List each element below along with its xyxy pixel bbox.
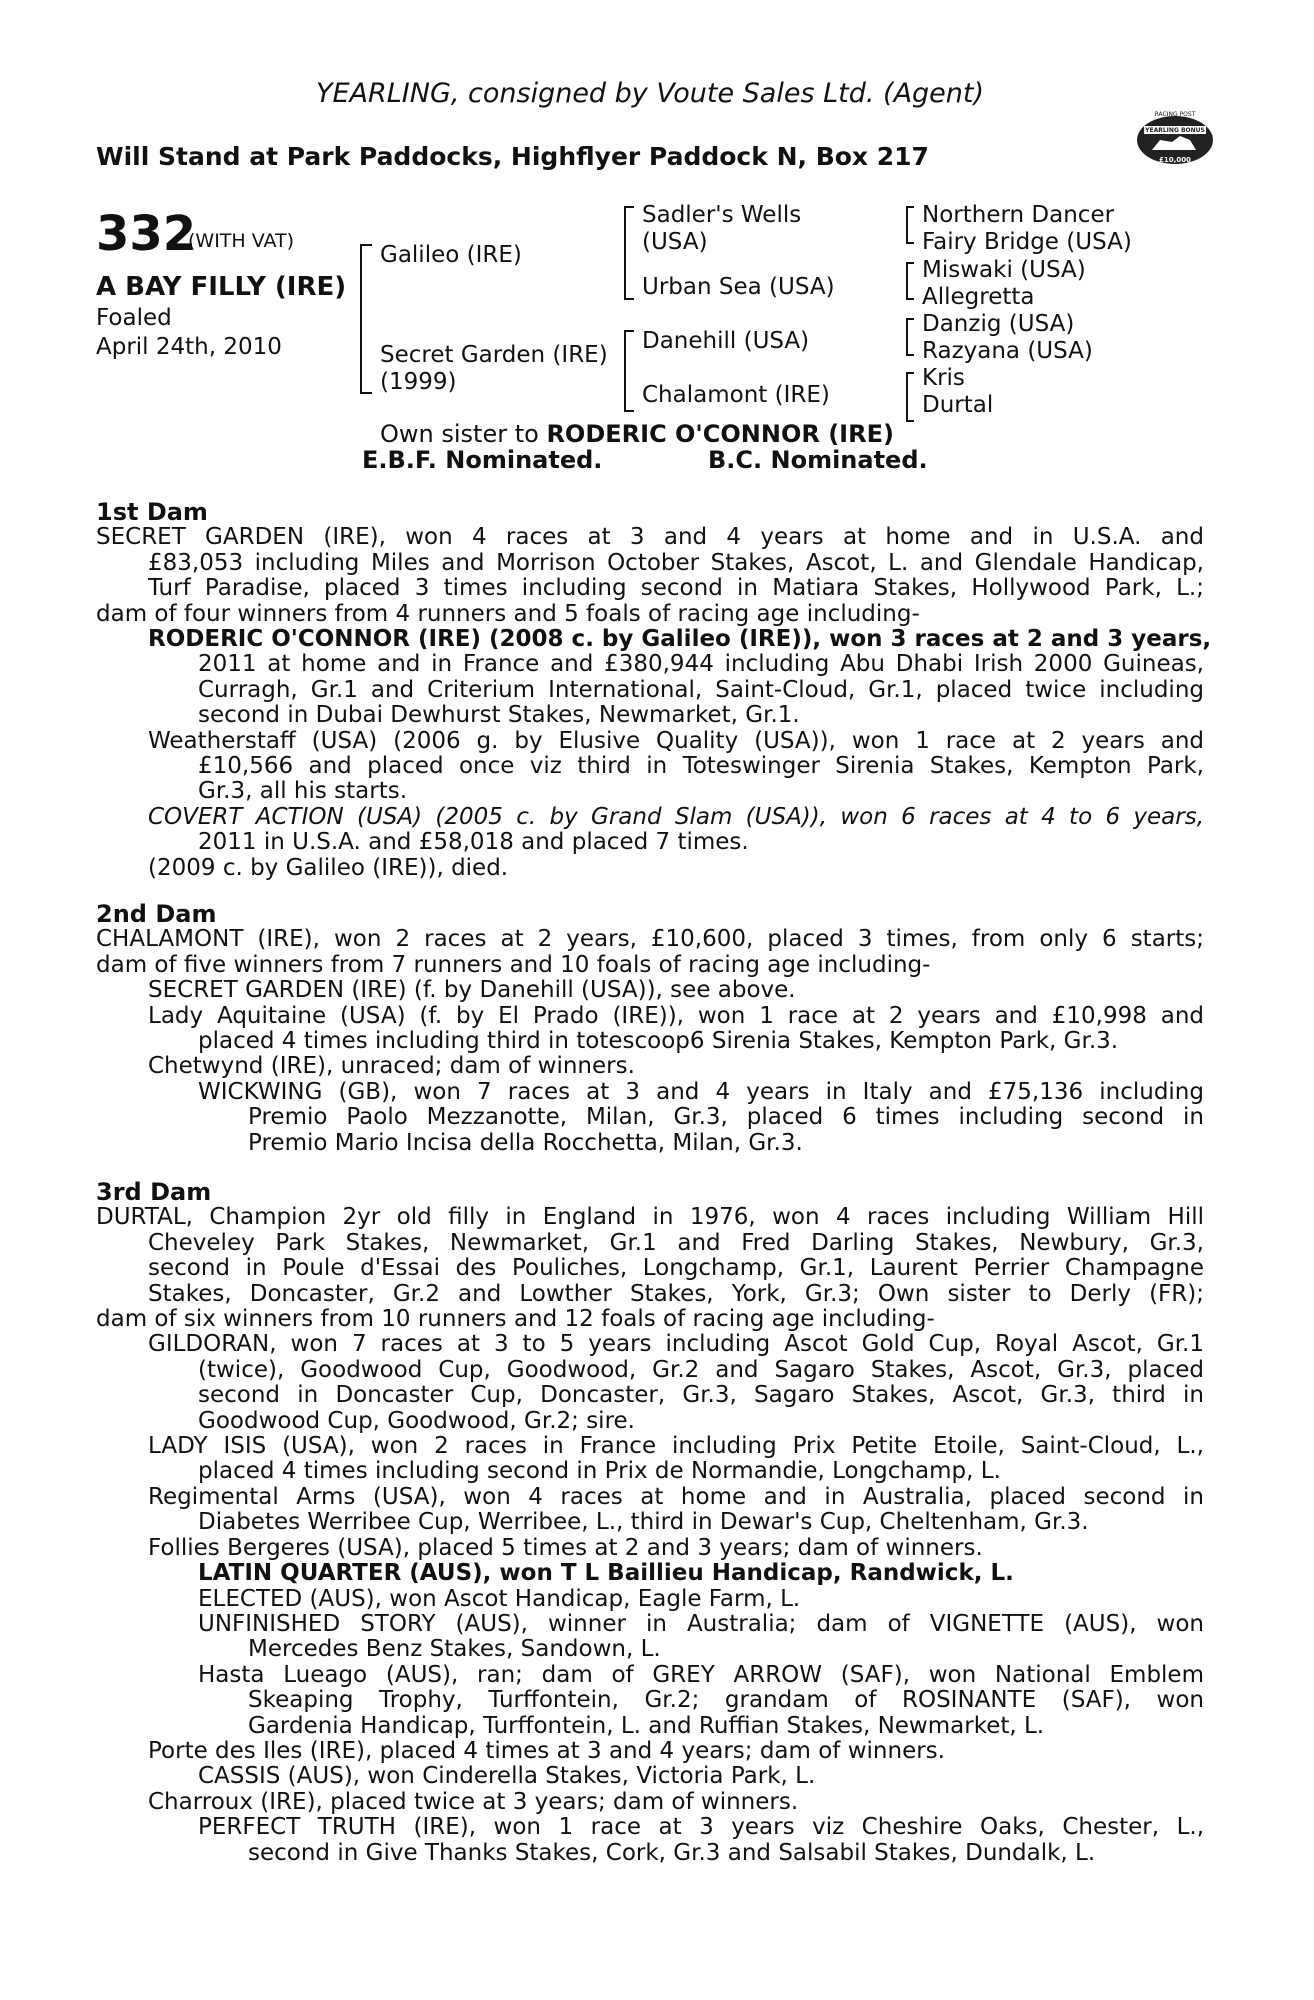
lot-number: 332 xyxy=(96,206,197,262)
dam1-line: Weatherstaff (USA) (2006 g. by Elusive Quality (USA)), won 1 race at 2 years and xyxy=(148,727,1204,754)
pedigree-dds: Kris xyxy=(922,365,965,391)
own-sister-note xyxy=(380,420,894,448)
catalogue-header: YEARLING, consigned by Voute Sales Ltd. (Agent) xyxy=(315,78,985,109)
dam3-line: Diabetes Werribee Cup, Werribee, L., third in Dewar's Cup, Cheltenham, Gr.3. xyxy=(198,1509,1089,1536)
pedigree-sds: Miswaki (USA) xyxy=(922,257,1086,283)
foaled-label: Foaled xyxy=(96,305,172,331)
dam3-line: second in Give Thanks Stakes, Cork, Gr.3 and Salsabil Stakes, Dundalk, L. xyxy=(248,1839,1096,1866)
dam3-line: ELECTED (AUS), won Ascot Handicap, Eagle Farm, L. xyxy=(198,1585,801,1612)
pedigree-dsd: Razyana (USA) xyxy=(922,338,1093,364)
dam1-line: £10,566 and placed once viz third in Toteswinger Sirenia Stakes, Kempton Park, xyxy=(198,753,1204,780)
dam1-line: SECRET GARDEN (IRE), won 4 races at 3 and 4 years at home and in U.S.A. and xyxy=(96,524,1204,551)
pedigree-brace-sd xyxy=(906,262,914,300)
dam1-line: dam of four winners from 4 runners and 5 foals of racing age including- xyxy=(96,600,920,627)
second-dam-section xyxy=(96,902,1204,1156)
pedigree-brace-sire xyxy=(624,206,634,300)
third-dam-heading: 3rd Dam xyxy=(96,1178,212,1206)
dam3-line: Cheveley Park Stakes, Newmarket, Gr.1 and Fred Darling Stakes, Newbury, Gr.3, xyxy=(148,1229,1204,1256)
dam3-line: second in Poule d'Essai des Pouliches, Longchamp, Gr.1, Laurent Perrier Champagne xyxy=(148,1255,1204,1282)
dam3-line: dam of six winners from 10 runners and 12 foals of racing age including- xyxy=(96,1306,935,1333)
dam3-line: Porte des Iles (IRE), placed 4 times at 3 and 4 years; dam of winners. xyxy=(148,1737,945,1764)
vat-note: (WITH VAT) xyxy=(188,230,295,252)
dam3-line: Charroux (IRE), placed twice at 3 years; dam of winners. xyxy=(148,1788,799,1815)
ebf-nomination: E.B.F. Nominated. xyxy=(362,446,603,474)
pedigree-brace-dd xyxy=(906,372,914,422)
svg-text:RACING POST: RACING POST xyxy=(1154,111,1196,118)
dam1-line: second in Dubai Dewhurst Stakes, Newmarket, Gr.1. xyxy=(198,702,800,729)
pedigree-sire: Galileo (IRE) xyxy=(380,242,522,268)
svg-text:£10,000: £10,000 xyxy=(1159,156,1191,164)
dam3-line: DURTAL, Champion 2yr old filly in England in 1976, won 4 races including William Hill xyxy=(96,1204,1204,1231)
dam2-line: placed 4 times including third in totescoop6 Sirenia Stakes, Kempton Park, Gr.3. xyxy=(198,1028,1119,1055)
second-dam-heading: 2nd Dam xyxy=(96,900,217,928)
bc-nomination: B.C. Nominated. xyxy=(708,446,928,474)
dam2-line: WICKWING (GB), won 7 races at 3 and 4 years in Italy and £75,136 including xyxy=(198,1078,1204,1105)
dam1-line: Gr.3, all his starts. xyxy=(198,778,408,805)
foaled-info xyxy=(96,304,282,362)
dam3-line: Gardenia Handicap, Turffontein, L. and Ruffian Stakes, Newmarket, L. xyxy=(248,1712,1045,1739)
dam2-line: Chetwynd (IRE), unraced; dam of winners. xyxy=(148,1053,635,1080)
dam2-line: Premio Paolo Mezzanotte, Milan, Gr.3, placed 6 times including second in xyxy=(248,1104,1204,1131)
first-dam-section xyxy=(96,498,1212,881)
pedigree-brace-ds xyxy=(906,318,914,356)
dam1-line: 2011 at home and in France and £380,944 including Abu Dhabi Irish 2000 Guineas, xyxy=(198,651,1204,678)
pedigree-dss: Danzig (USA) xyxy=(922,311,1075,337)
dam1-line: RODERIC O'CONNOR (IRE) (2008 c. by Galileo (IRE)), won 3 races at 2 and 3 years, xyxy=(148,626,1212,653)
pedigree-ssd: Fairy Bridge (USA) xyxy=(922,229,1132,255)
pedigree-ss-2: (USA) xyxy=(642,229,708,255)
third-dam-section xyxy=(96,1180,1204,1866)
dam3-line: CASSIS (AUS), won Cinderella Stakes, Victoria Park, L. xyxy=(198,1763,816,1790)
dam3-line: Follies Bergeres (USA), placed 5 times at 2 and 3 years; dam of winners. xyxy=(148,1534,983,1561)
dam2-line: SECRET GARDEN (IRE) (f. by Danehill (USA)), see above. xyxy=(148,977,796,1004)
dam2-line: dam of five winners from 7 runners and 10 foals of racing age including- xyxy=(96,951,931,978)
dam3-line: LATIN QUARTER (AUS), won T L Baillieu Handicap, Randwick, L. xyxy=(198,1560,1014,1587)
dam3-line: Mercedes Benz Stakes, Sandown, L. xyxy=(248,1636,661,1663)
pedigree-ss: Sadler's Wells xyxy=(642,202,802,228)
dam3-line: Skeaping Trophy, Turffontein, Gr.2; grandam of ROSINANTE (SAF), won xyxy=(248,1687,1204,1714)
pedigree-sdd: Allegretta xyxy=(922,284,1035,310)
dam3-line: LADY ISIS (USA), won 2 races in France including Prix Petite Etoile, Saint-Cloud, L., xyxy=(148,1433,1204,1460)
yearling-bonus-badge xyxy=(1130,100,1220,170)
dam3-line: Regimental Arms (USA), won 4 races at home and in Australia, placed second in xyxy=(148,1483,1204,1510)
stand-location: Will Stand at Park Paddocks, Highflyer Paddock N, Box 217 xyxy=(96,142,929,171)
dam3-line: Stakes, Doncaster, Gr.2 and Lowther Stakes, York, Gr.3; Own sister to Derly (FR); xyxy=(148,1280,1204,1307)
dam3-line: (twice), Goodwood Cup, Goodwood, Gr.2 and Sagaro Stakes, Ascot, Gr.3, placed xyxy=(198,1356,1204,1383)
dam3-line: GILDORAN, won 7 races at 3 to 5 years including Ascot Gold Cup, Royal Ascot, Gr.1 xyxy=(148,1331,1204,1358)
pedigree-brace-main xyxy=(360,244,372,394)
first-dam-heading: 1st Dam xyxy=(96,498,208,526)
dam1-line: Curragh, Gr.1 and Criterium International, Saint-Cloud, Gr.1, placed twice including xyxy=(198,676,1204,703)
dam2-line: CHALAMONT (IRE), won 2 races at 2 years, £10,600, placed 3 times, from only 6 starts; xyxy=(96,926,1204,953)
svg-text:YEARLING BONUS: YEARLING BONUS xyxy=(1145,127,1205,134)
pedigree-brace-ss xyxy=(906,206,914,244)
dam3-line: Goodwood Cup, Goodwood, Gr.2; sire. xyxy=(198,1407,635,1434)
dam1-line: COVERT ACTION (USA) (2005 c. by Grand Slam (USA)), won 6 races at 4 to 6 years, xyxy=(148,803,1204,830)
dam1-line: Turf Paradise, placed 3 times including second in Matiara Stakes, Hollywood Park, L.; xyxy=(148,575,1204,602)
dam1-line: £83,053 including Miles and Morrison October Stakes, Ascot, L. and Glendale Handicap, xyxy=(148,549,1204,576)
pedigree-brace-dam xyxy=(624,330,634,412)
own-sister-name: RODERIC O'CONNOR (IRE) xyxy=(546,420,894,448)
pedigree-sss: Northern Dancer xyxy=(922,202,1115,228)
dam1-line: (2009 c. by Galileo (IRE)), died. xyxy=(148,854,509,881)
pedigree-ds: Danehill (USA) xyxy=(642,328,810,354)
pedigree-ddd: Durtal xyxy=(922,392,994,418)
dam2-line: Lady Aquitaine (USA) (f. by El Prado (IRE)), won 1 race at 2 years and £10,998 and xyxy=(148,1002,1204,1029)
pedigree-dam-year: (1999) xyxy=(380,369,457,395)
dam3-line: second in Doncaster Cup, Doncaster, Gr.3, Sagaro Stakes, Ascot, Gr.3, third in xyxy=(198,1382,1204,1409)
dam1-line: 2011 in U.S.A. and £58,018 and placed 7 times. xyxy=(198,829,749,856)
pedigree-sd: Urban Sea (USA) xyxy=(642,274,835,300)
dam3-line: PERFECT TRUTH (IRE), won 1 race at 3 years viz Cheshire Oaks, Chester, L., xyxy=(198,1814,1204,1841)
dam3-line: placed 4 times including second in Prix de Normandie, Longchamp, L. xyxy=(198,1458,1001,1485)
pedigree-dam: Secret Garden (IRE) xyxy=(380,342,608,368)
pedigree-dd: Chalamont (IRE) xyxy=(642,382,830,408)
dam3-line: UNFINISHED STORY (AUS), winner in Australia; dam of VIGNETTE (AUS), won xyxy=(198,1610,1204,1637)
lot-title: A BAY FILLY (IRE) xyxy=(96,272,347,302)
dam2-line: Premio Mario Incisa della Rocchetta, Milan, Gr.3. xyxy=(248,1129,803,1156)
foaled-date: April 24th, 2010 xyxy=(96,334,282,360)
own-sister-prefix: Own sister to xyxy=(380,420,539,448)
dam3-line: Hasta Lueago (AUS), ran; dam of GREY ARROW (SAF), won National Emblem xyxy=(198,1661,1204,1688)
